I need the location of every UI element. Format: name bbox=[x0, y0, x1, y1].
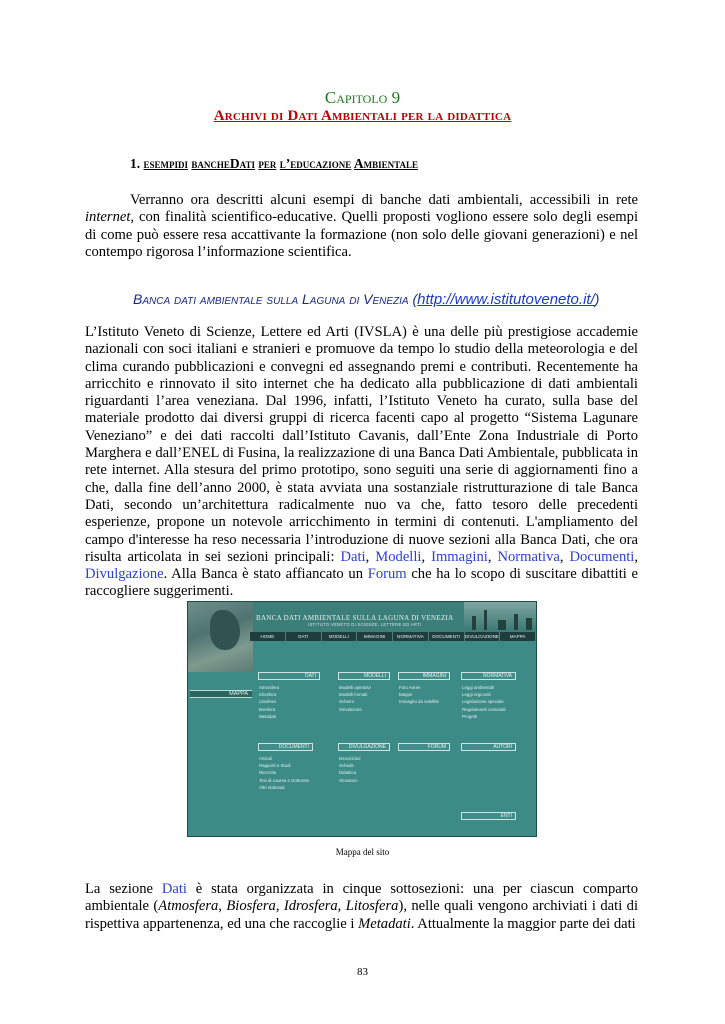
section-number: 1. bbox=[130, 156, 141, 171]
modelli-list bbox=[339, 684, 371, 713]
chapter-number: Capitolo 9 bbox=[324, 88, 401, 107]
list-item[interactable]: Simulazioni bbox=[339, 706, 362, 712]
list-item[interactable]: Schede bbox=[339, 763, 354, 769]
nav-mappa[interactable]: MAPPA bbox=[500, 632, 536, 641]
list-item[interactable]: Metadati bbox=[259, 713, 276, 719]
bank-heading-text: Banca dati ambientale sulla Laguna di Venezia bbox=[133, 291, 409, 307]
list-item[interactable]: Schemi bbox=[339, 699, 354, 705]
section-link-immagini[interactable]: Immagini bbox=[431, 548, 488, 565]
list-item[interactable]: Altri elaborati bbox=[259, 784, 285, 790]
section-link-dati[interactable]: Dati bbox=[340, 548, 366, 565]
section-link-documenti[interactable]: Documenti bbox=[569, 548, 635, 565]
section-title-word: per bbox=[258, 156, 277, 171]
list-item[interactable]: Immagini da satellite bbox=[399, 699, 440, 705]
nav-modelli[interactable]: MODELLI bbox=[322, 632, 358, 641]
section-title-word: Ambientale bbox=[353, 156, 419, 171]
list-item[interactable]: Leggi ambientali bbox=[462, 685, 494, 690]
site-nav-bar bbox=[250, 632, 536, 641]
nav-dati[interactable]: DATI bbox=[286, 632, 322, 641]
nav-immagini[interactable]: IMMAGINI bbox=[357, 632, 393, 641]
istitutoveneto-link[interactable]: http://www.istitutoveneto.it/ bbox=[417, 291, 595, 308]
nav-documenti[interactable]: DOCUMENTI bbox=[429, 632, 465, 641]
list-item[interactable]: Leggi regionali bbox=[462, 692, 491, 698]
immagini-list bbox=[399, 684, 439, 706]
body-paragraph: L’Istituto Veneto di Scienze, Lettere ed Arti (IVSLA) è una delle più prestigiose accademie nazionali con soci italiani e stranieri e promuove da tempo lo studio della meteorologia e del clima curando pubblicazioni e convegni ed assegnando premi e contributi. Recentemente ha arricchito e rinnovato il sito internet che ha dedicato alla pubblicazione di dati ambientali riguardanti l’area veneziana. Dal 1996, infatti, l’Istituto Veneto ha curato, sulla base del materiale prodotto dai diversi gruppi di ricerca facenti capo al progetto “Sistema Lagunare Veneziano” e dei dati raccolti dall’Istituto Cavanis, dall’Ente Zona Industriale di Porto Marghera e dall’ENEL di Fusina, la realizzazione di una Banca Dati Ambientale, pubblicata in rete internet. Alla stesura del primo prototipo, sono seguiti una serie di aggiornamenti fino a che, dalla fine dell’anno 2000, è stata avviata una sostanziale ristrutturazione di tale Banca Dati, secondo un’architettura radicalmente nuo va che, fatto tesoro delle precedenti esperienze, propone un notevole arricchimento in termini di contenuti. L'ampliamento del campo d'interesse ha reso necessaria l’introduzione di nuove sezioni alla Banca Dati, che ora risulta articolata in sei sezioni principali: Dati, Modelli, Immagini, Normativa, Documenti, Divulgazione. Alla Banca è stato affiancato un Forum che ha lo scopo di suscitare dibattiti e raccogliere suggerimenti. bbox=[85, 324, 639, 600]
section-link-divulgazione[interactable]: Divulgazione bbox=[85, 566, 164, 583]
list-item[interactable]: Regolamenti comunali bbox=[462, 706, 506, 712]
list-item[interactable]: Articoli bbox=[259, 756, 273, 761]
list-item[interactable]: Tesi di Laurea e Dottorato bbox=[259, 777, 310, 783]
list-item[interactable]: Modelli operativi bbox=[339, 685, 371, 690]
section-title-word: l’educazione bbox=[279, 156, 352, 171]
section-title-word: di bbox=[178, 156, 189, 171]
box-autori[interactable]: AUTORI bbox=[461, 743, 516, 751]
box-documenti[interactable]: DOCUMENTI bbox=[258, 743, 313, 751]
site-title: BANCA DATI AMBIENTALE SULLA LAGUNA DI VENEZIA bbox=[256, 614, 454, 622]
list-item[interactable]: Legislazione speciale bbox=[462, 699, 504, 705]
lagoon-aerial-photo bbox=[188, 602, 253, 672]
list-item[interactable]: Atmosfera bbox=[259, 685, 280, 690]
box-enti[interactable]: ENTI bbox=[461, 812, 516, 820]
normativa-list bbox=[462, 684, 505, 720]
divulgazione-list bbox=[339, 755, 360, 784]
list-item[interactable]: Descrizioni bbox=[339, 756, 361, 761]
venice-skyline-image bbox=[464, 602, 536, 630]
section-heading bbox=[130, 156, 418, 172]
chapter-title: Archivi di Dati Ambientali per la didattica bbox=[213, 108, 512, 124]
section-title-word: banche bbox=[191, 156, 230, 171]
mappa-label: MAPPA bbox=[190, 690, 252, 698]
forum-link[interactable]: Forum bbox=[367, 566, 407, 583]
nav-divulgazione[interactable]: DIVULGAZIONE bbox=[465, 632, 501, 641]
list-item[interactable]: Progetti bbox=[462, 713, 478, 719]
list-item[interactable]: Rapporti e Studi bbox=[259, 763, 291, 769]
section-link-modelli[interactable]: Modelli bbox=[375, 548, 422, 565]
intro-paragraph: Verranno ora descritti alcuni esempi di banche dati ambientali, accessibili in rete internet, con finalità scientifico-educative. Quelli proposti vogliono essere solo degli esempi di come può essere resa accattivante la formazione (non solo delle giovani generazioni) e nel contempo rigorosa l’informazione scientifica. bbox=[85, 192, 638, 260]
dati-list bbox=[259, 684, 279, 720]
list-item[interactable]: Ricerche bbox=[259, 770, 277, 776]
list-item[interactable]: Litosfera bbox=[259, 699, 276, 705]
list-item[interactable]: Didattica bbox=[339, 770, 357, 776]
figure-caption: Mappa del sito bbox=[335, 847, 390, 857]
dati-link[interactable]: Dati bbox=[161, 881, 187, 897]
list-item[interactable]: Modelli formali bbox=[339, 692, 368, 698]
closing-paragraph: La sezione Dati è stata organizzata in cinque sottosezioni: una per ciascun comparto ambientale (Atmosfera, Biosfera, Idrosfera, Litosfera), nelle quali vengono archiviati i dati di rispettiva appartenenza, ed una che raccoglie i Metadati. Attualmente la maggior parte dei dati bbox=[85, 881, 639, 932]
box-dati[interactable]: DATI bbox=[258, 672, 320, 680]
site-map-screenshot bbox=[187, 601, 537, 837]
box-modelli[interactable]: MODELLI bbox=[338, 672, 390, 680]
nav-normativa[interactable]: NORMATIVA bbox=[393, 632, 429, 641]
nav-home[interactable]: HOME bbox=[250, 632, 286, 641]
box-immagini[interactable]: IMMAGINI bbox=[398, 672, 450, 680]
list-item[interactable]: Idrosfera bbox=[259, 692, 277, 698]
box-forum[interactable]: FORUM bbox=[398, 743, 450, 751]
list-item[interactable]: Biosfera bbox=[259, 706, 276, 712]
page-number: 83 bbox=[357, 966, 368, 978]
box-divulgazione[interactable]: DIVULGAZIONE bbox=[338, 743, 390, 751]
internet-term: internet bbox=[85, 209, 131, 226]
list-item[interactable]: Glossario bbox=[339, 777, 358, 783]
bank-heading: Banca dati ambientale sulla Laguna di Venezia (http://www.istitutoveneto.it/) bbox=[133, 291, 600, 308]
box-normativa[interactable]: NORMATIVA bbox=[461, 672, 516, 680]
site-subtitle: ISTITUTO VENETO DI SCIENZE, LETTERE ED ARTI bbox=[308, 622, 422, 627]
list-item[interactable]: Foto Aeree bbox=[399, 685, 421, 690]
section-title-word: Dati bbox=[229, 156, 256, 171]
list-item[interactable]: Mappe bbox=[399, 692, 413, 698]
section-link-normativa[interactable]: Normativa bbox=[497, 548, 560, 565]
documenti-list bbox=[259, 755, 309, 791]
section-title-word: esempi bbox=[143, 156, 179, 171]
